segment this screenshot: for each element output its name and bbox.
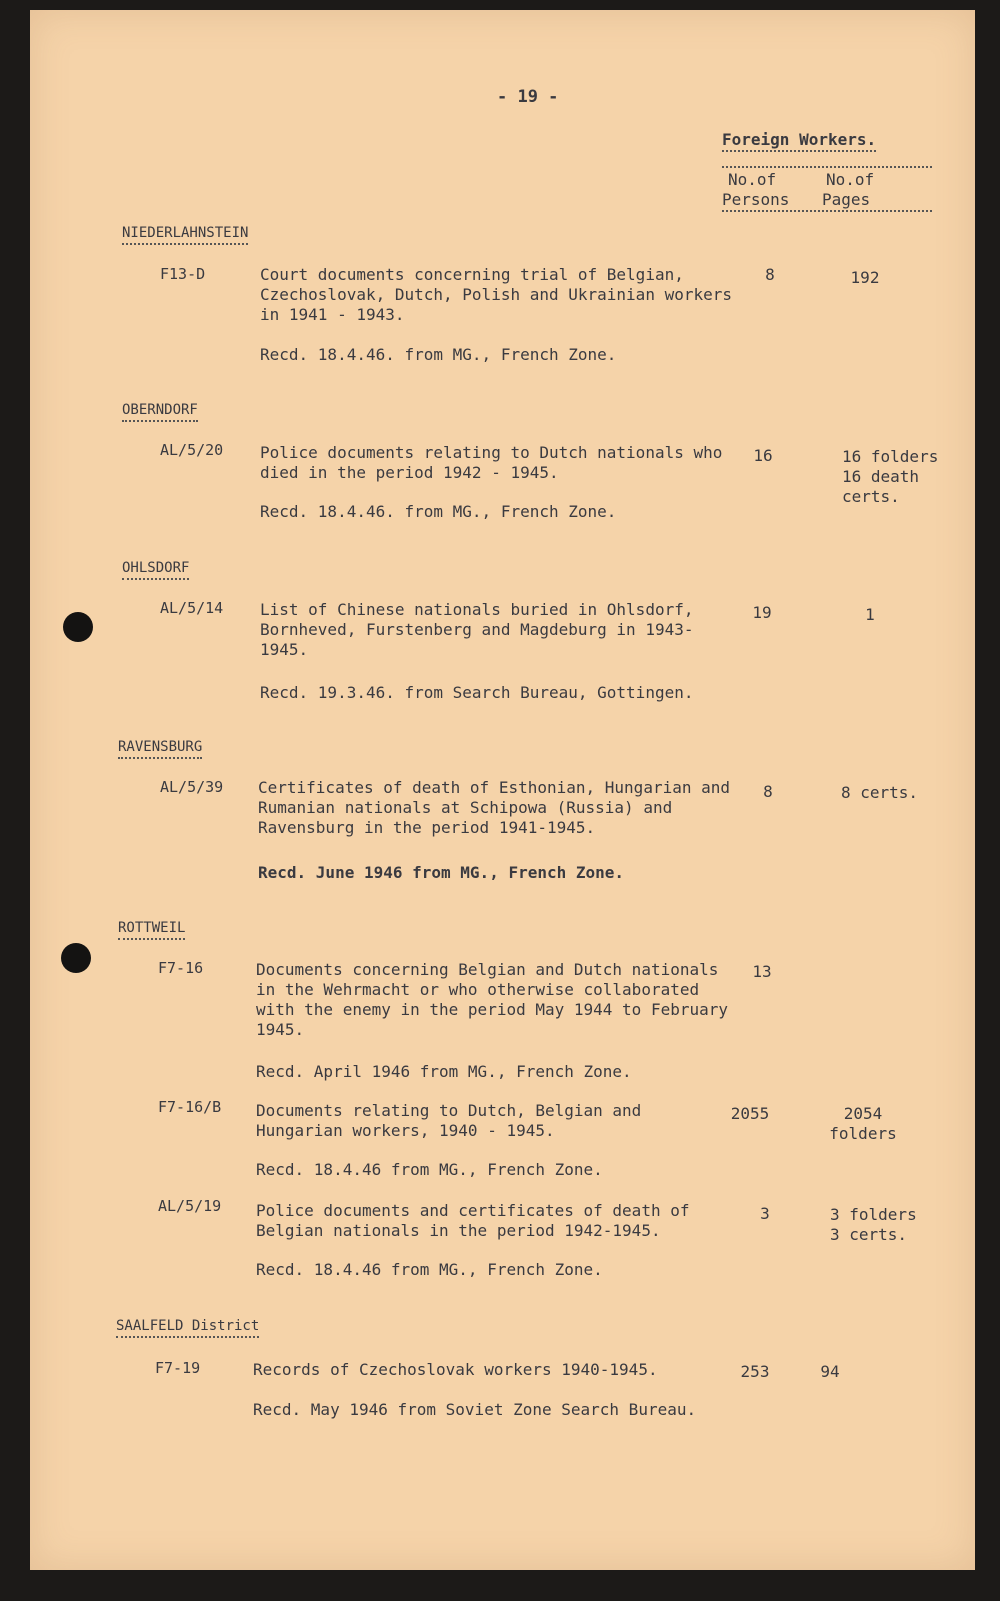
doc-code: F13-D <box>160 265 206 283</box>
pages-count: 192 <box>850 268 880 287</box>
received-note: Recd. May 1946 from Soviet Zone Search Bureau. <box>253 1400 697 1419</box>
persons-count: 253 <box>740 1362 770 1381</box>
persons-count: 16 <box>753 446 773 465</box>
pages-count: 1 <box>865 605 875 624</box>
pages-count: 94 <box>820 1362 840 1381</box>
received-note: Recd. 18.4.46. from MG., French Zone. <box>260 502 617 521</box>
doc-description: Certificates of death of Esthonian, Hungarian and Rumanian nationals at Schipowa (Russia) and Ravensburg in the period 1941-1945. <box>258 778 731 837</box>
col-pages-line1: No.of <box>826 170 875 189</box>
punch-hole-top <box>63 612 93 642</box>
doc-description: Documents concerning Belgian and Dutch nationals in the Wehrmacht or who otherwise collaborated with the enemy in the period May 1944 to February 1945. <box>256 960 729 1039</box>
doc-code: F7-16 <box>158 959 204 977</box>
doc-description: Court documents concerning trial of Belgian, Czechoslovak, Dutch, Polish and Ukrainian workers in 1941 - 1943. <box>260 265 733 324</box>
received-note: Recd. June 1946 from MG., French Zone. <box>258 863 625 882</box>
col-persons-line1: No.of <box>728 170 777 189</box>
persons-count: 3 <box>760 1204 770 1223</box>
persons-count: 8 <box>765 265 775 284</box>
persons-count: 8 <box>763 782 773 801</box>
persons-count: 13 <box>752 962 772 981</box>
pages-count: 3 folders 3 certs. <box>830 1205 917 1244</box>
col-pages-line2: Pages <box>822 190 871 209</box>
place-heading: OBERNDORF <box>122 400 198 422</box>
doc-code: AL/5/14 <box>160 599 224 617</box>
doc-code: F7-16/B <box>158 1098 222 1116</box>
received-note: Recd. 18.4.46. from MG., French Zone. <box>260 345 617 364</box>
place-heading: ROTTWEIL <box>118 918 185 940</box>
doc-code: AL/5/20 <box>160 441 224 459</box>
pages-count: 16 folders 16 death certs. <box>842 447 939 506</box>
place-heading: NIEDERLAHNSTEIN <box>122 223 248 245</box>
doc-code: AL/5/39 <box>160 778 224 796</box>
doc-description: Records of Czechoslovak workers 1940-1945. <box>253 1360 658 1379</box>
col-persons-line2: Persons <box>722 190 790 209</box>
place-heading: SAALFELD District <box>116 1316 259 1338</box>
doc-description: Documents relating to Dutch, Belgian and Hungarian workers, 1940 - 1945. <box>256 1101 642 1140</box>
persons-count: 19 <box>752 603 772 622</box>
place-heading: OHLSDORF <box>122 558 189 580</box>
place-heading: RAVENSBURG <box>118 737 202 759</box>
persons-count: 2055 <box>730 1104 770 1123</box>
pages-count: 2054 folders <box>829 1104 897 1143</box>
punch-hole-bottom <box>61 943 91 973</box>
header-title: Foreign Workers. <box>722 130 876 152</box>
doc-code: AL/5/19 <box>158 1197 222 1215</box>
header-rule-top <box>722 166 932 168</box>
received-note: Recd. April 1946 from MG., French Zone. <box>256 1062 632 1081</box>
pages-count: 8 certs. <box>841 783 919 802</box>
doc-description: List of Chinese nationals buried in Ohlsdorf, Bornheved, Furstenberg and Magdeburg in 1943-1945. <box>260 600 694 659</box>
doc-description: Police documents relating to Dutch nationals who died in the period 1942 - 1945. <box>260 443 723 482</box>
received-note: Recd. 18.4.46 from MG., French Zone. <box>256 1160 603 1179</box>
doc-code: F7-19 <box>155 1359 201 1377</box>
header-rule-bottom <box>722 210 932 212</box>
received-note: Recd. 19.3.46. from Search Bureau, Gottingen. <box>260 683 694 702</box>
doc-description: Police documents and certificates of death of Belgian nationals in the period 1942-1945. <box>256 1201 690 1240</box>
received-note: Recd. 18.4.46 from MG., French Zone. <box>256 1260 603 1279</box>
page-number: - 19 - <box>497 87 559 107</box>
